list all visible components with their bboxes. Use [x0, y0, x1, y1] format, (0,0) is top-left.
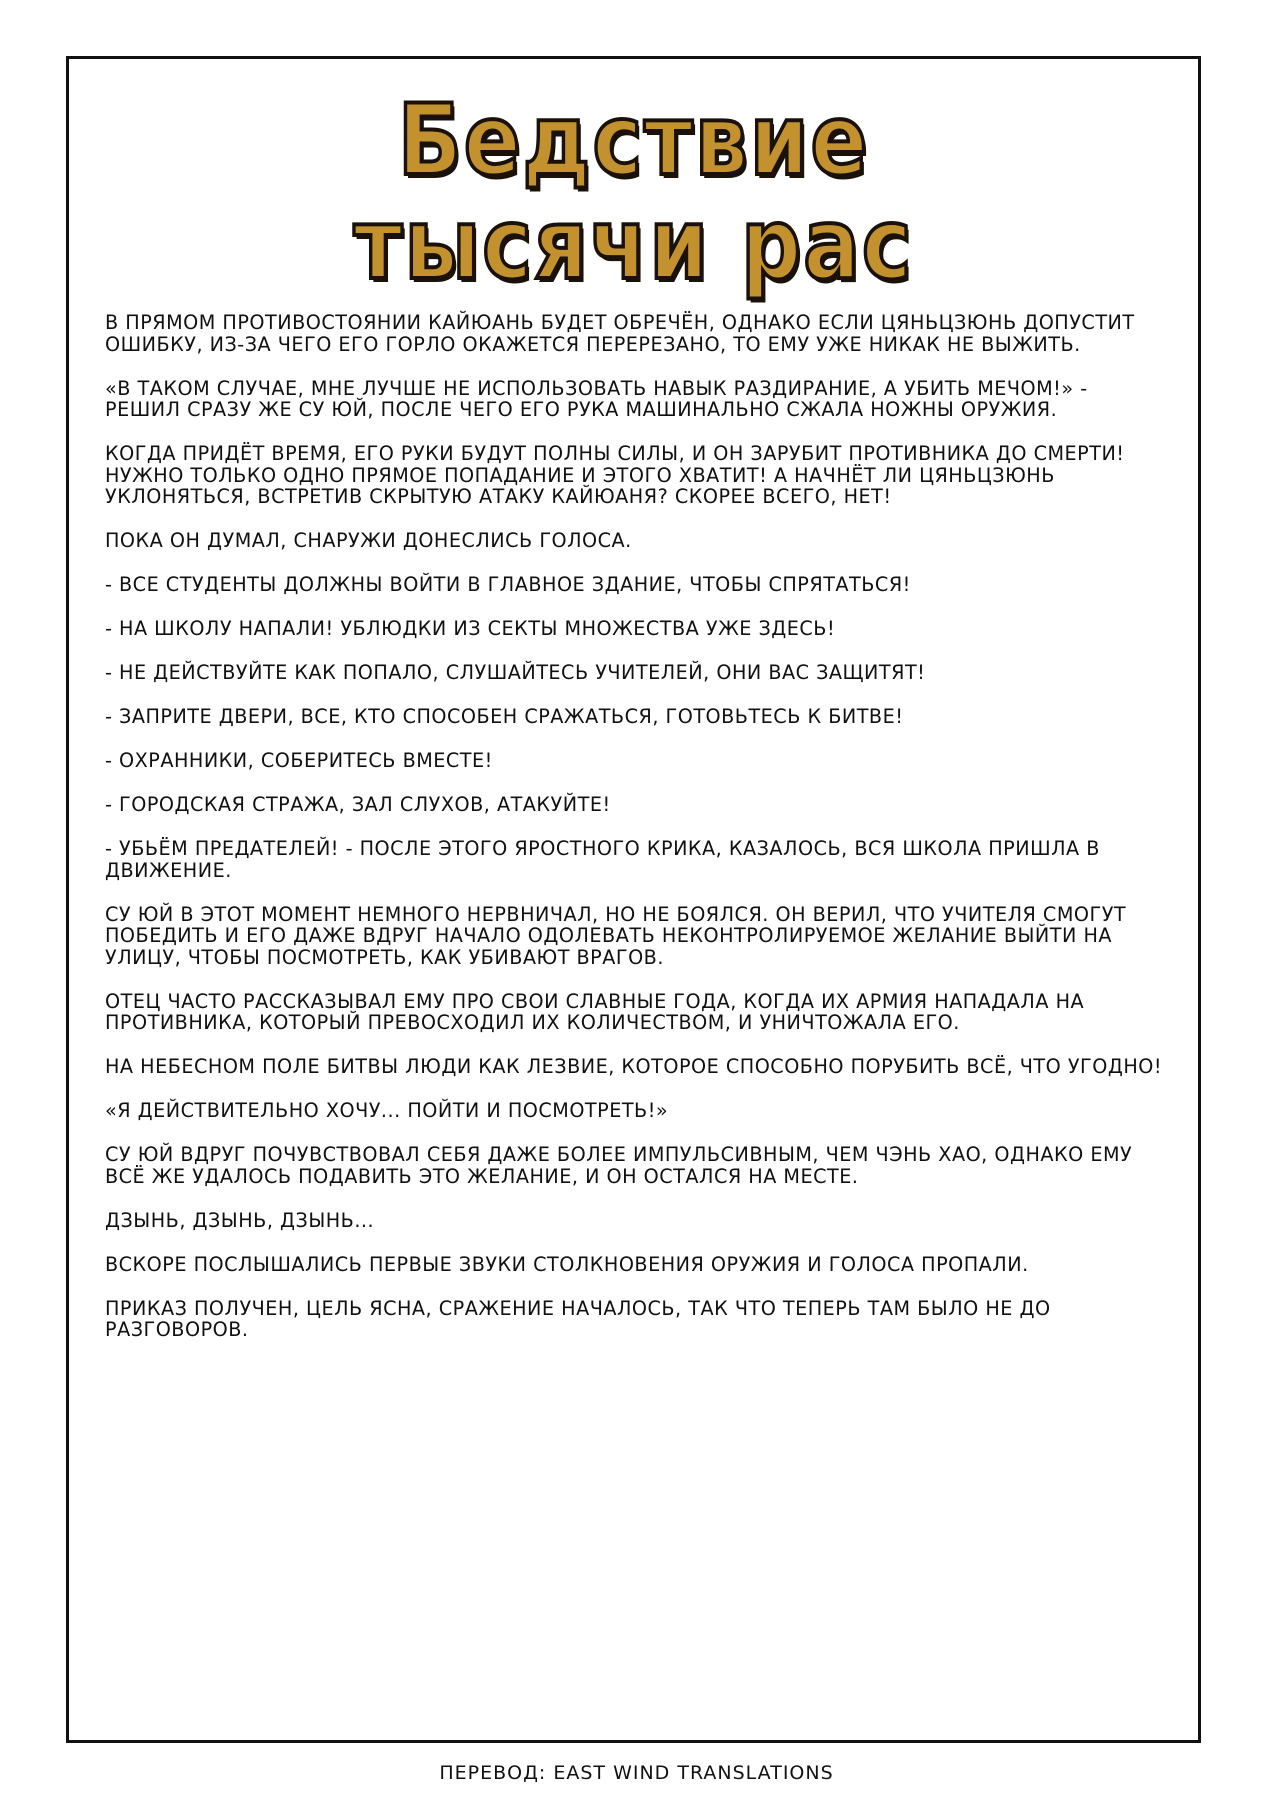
paragraph: «В ТАКОМ СЛУЧАЕ, МНЕ ЛУЧШЕ НЕ ИСПОЛЬЗОВАТЬ НАВЫК РАЗДИРАНИЕ, А УБИТЬ МЕЧОМ!» - РЕШИЛ СРАЗУ ЖЕ СУ ЮЙ, ПОСЛЕ ЧЕГО ЕГО РУКА МАШИНАЛЬНО СЖАЛА НОЖНЫ ОРУЖИЯ. [105, 376, 1088, 421]
paragraph: - ГОРОДСКАЯ СТРАЖА, ЗАЛ СЛУХОВ, АТАКУЙТЕ! [105, 793, 611, 816]
paragraph: ПРИКАЗ ПОЛУЧЕН, ЦЕЛЬ ЯСНА, СРАЖЕНИЕ НАЧАЛОСЬ, ТАК ЧТО ТЕПЕРЬ ТАМ БЫЛО НЕ ДО РАЗГОВОРОВ. [105, 1296, 1051, 1341]
paragraph: ВСКОРЕ ПОСЛЫШАЛИСЬ ПЕРВЫЕ ЗВУКИ СТОЛКНОВЕНИЯ ОРУЖИЯ И ГОЛОСА ПРОПАЛИ. [105, 1252, 1029, 1276]
paragraph: В ПРЯМОМ ПРОТИВОСТОЯНИИ КАЙЮАНЬ БУДЕТ ОБРЕЧЁН, ОДНАКО ЕСЛИ ЦЯНЬЦЗЮНЬ ДОПУСТИТ ОШИБКУ, ИЗ-ЗА ЧЕГО ЕГО ГОРЛО ОКАЖЕТСЯ ПЕРЕРЕЗАНО, ТО ЕМУ УЖЕ НИКАК НЕ ВЫЖИТЬ. [105, 311, 1135, 356]
paragraph: - ОХРАННИКИ, СОБЕРИТЕСЬ ВМЕСТЕ! [105, 749, 493, 772]
paragraph: - ЗАПРИТЕ ДВЕРИ, ВСЕ, КТО СПОСОБЕН СРАЖАТЬСЯ, ГОТОВЬТЕСЬ К БИТВЕ! [105, 705, 904, 728]
chapter-title [148, 84, 1119, 302]
paragraph: ПОКА ОН ДУМАЛ, СНАРУЖИ ДОНЕСЛИСЬ ГОЛОСА. [105, 529, 632, 552]
title-line-2: тысячи рас [353, 188, 914, 302]
paragraph: - УБЬЁМ ПРЕДАТЕЛЕЙ! - ПОСЛЕ ЭТОГО ЯРОСТНОГО КРИКА, КАЗАЛОСЬ, ВСЯ ШКОЛА ПРИШЛА В ДВИЖЕНИЕ. [105, 837, 1100, 882]
paragraph: «Я ДЕЙСТВИТЕЛЬНО ХОЧУ... ПОЙТИ И ПОСМОТРЕТЬ!» [105, 1099, 669, 1122]
paragraph: ДЗЫНЬ, ДЗЫНЬ, ДЗЫНЬ... [105, 1208, 375, 1232]
title-line-1: Бедствие [397, 84, 870, 198]
page-frame [66, 56, 1201, 1743]
paragraph: ОТЕЦ ЧАСТО РАССКАЗЫВАЛ ЕМУ ПРО СВОИ СЛАВНЫЕ ГОДА, КОГДА ИХ АРМИЯ НАПАДАЛА НА ПРОТИВНИКА, КОТОРЫЙ ПРЕВОСХОДИЛ ИХ КОЛИЧЕСТВОМ, И УНИЧТОЖАЛА ЕГО. [105, 989, 1085, 1034]
paragraph: - НЕ ДЕЙСТВУЙТЕ КАК ПОПАЛО, СЛУШАЙТЕСЬ УЧИТЕЛЕЙ, ОНИ ВАС ЗАЩИТЯТ! [105, 661, 926, 684]
paragraph: - ВСЕ СТУДЕНТЫ ДОЛЖНЫ ВОЙТИ В ГЛАВНОЕ ЗДАНИЕ, ЧТОБЫ СПРЯТАТЬСЯ! [105, 573, 911, 596]
paragraph: СУ ЮЙ В ЭТОТ МОМЕНТ НЕМНОГО НЕРВНИЧАЛ, НО НЕ БОЯЛСЯ. ОН ВЕРИЛ, ЧТО УЧИТЕЛЯ СМОГУТ ПОБЕДИТЬ И ЕГО ДАЖЕ ВДРУГ НАЧАЛО ОДОЛЕВАТЬ НЕКОНТРОЛИРУЕМОЕ ЖЕЛАНИЕ ВЫЙТИ НА УЛИЦУ, ЧТОБЫ ПОСМОТРЕТЬ, КАК УБИВАЮТ ВРАГОВ. [105, 902, 1127, 969]
paragraph: СУ ЮЙ ВДРУГ ПОЧУВСТВОВАЛ СЕБЯ ДАЖЕ БОЛЕЕ ИМПУЛЬСИВНЫМ, ЧЕМ ЧЭНЬ ХАО, ОДНАКО ЕМУ ВСЁ ЖЕ УДАЛОСЬ ПОДАВИТЬ ЭТО ЖЕЛАНИЕ, И ОН ОСТАЛСЯ НА МЕСТЕ. [105, 1143, 1133, 1188]
paragraph: КОГДА ПРИДЁТ ВРЕМЯ, ЕГО РУКИ БУДУТ ПОЛНЫ СИЛЫ, И ОН ЗАРУБИТ ПРОТИВНИКА ДО СМЕРТИ! НУЖНО ТОЛЬКО ОДНО ПРЯМОЕ ПОПАДАНИЕ И ЭТОГО ХВАТИТ! А НАЧНЁТ ЛИ ЦЯНЬЦЗЮНЬ УКЛОНЯТЬСЯ, ВСТРЕТИВ СКРЫТУЮ АТАКУ КАЙЮАНЯ? СКОРЕЕ ВСЕГО, НЕТ! [105, 442, 1125, 508]
paragraph: - НА ШКОЛУ НАПАЛИ! УБЛЮДКИ ИЗ СЕКТЫ МНОЖЕСТВА УЖЕ ЗДЕСЬ! [105, 617, 836, 640]
story-text [105, 312, 1165, 1363]
paragraph: НА НЕБЕСНОМ ПОЛЕ БИТВЫ ЛЮДИ КАК ЛЕЗВИЕ, КОТОРОЕ СПОСОБНО ПОРУБИТЬ ВСЁ, ЧТО УГОДНО! [105, 1055, 1163, 1078]
translation-credit: ПЕРЕВОД: EAST WIND TRANSLATIONS [439, 1762, 834, 1784]
